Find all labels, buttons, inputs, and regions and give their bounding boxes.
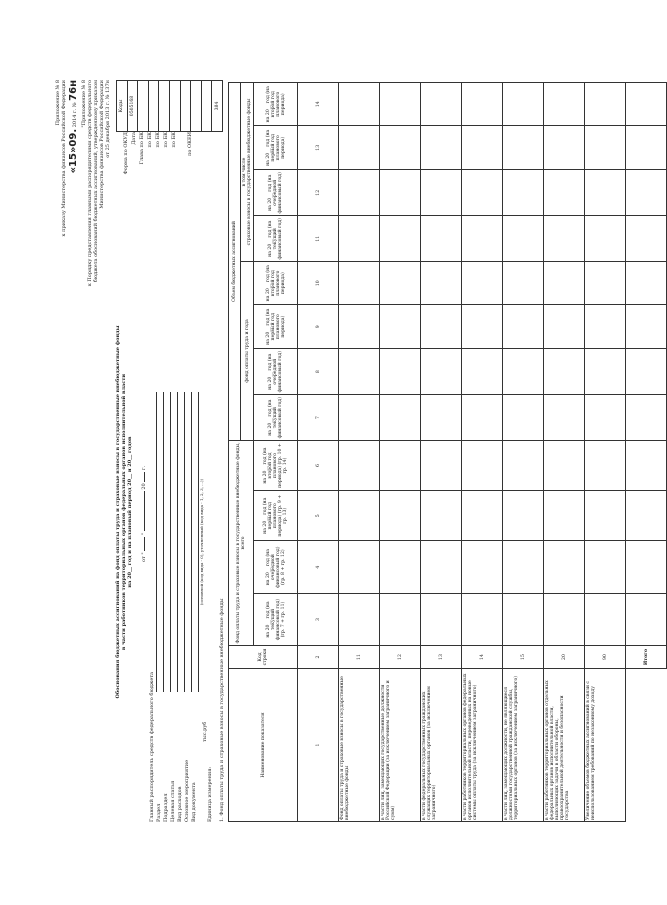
codes-header: Коды	[117, 81, 128, 132]
value-cell[interactable]	[503, 126, 544, 170]
value-cell[interactable]	[380, 395, 421, 441]
value-cell[interactable]	[380, 126, 421, 170]
unit-value: тыс.руб	[202, 721, 208, 742]
col-num: 12	[298, 170, 339, 216]
date-label: Дата	[131, 132, 137, 145]
row-label: в части федеральных государственных гражданских служащих территориальных органов (за исключением заграничного)	[421, 669, 462, 822]
value-cell[interactable]	[421, 491, 462, 541]
document-date-line	[142, 466, 148, 562]
value-cell[interactable]	[585, 216, 626, 262]
date-year: 20	[141, 483, 147, 490]
handwritten-order-date: «15»09.	[68, 128, 79, 174]
value-cell[interactable]	[544, 126, 585, 170]
value-cell[interactable]	[585, 594, 626, 646]
value-cell[interactable]	[380, 83, 421, 126]
h-code: Код строки	[229, 646, 298, 669]
value-cell[interactable]	[503, 262, 544, 305]
col-13: на 20__ год (на первый год планового периода)	[254, 126, 298, 170]
value-cell[interactable]	[544, 216, 585, 262]
bk-label-4: по БК	[171, 132, 177, 148]
value-cell[interactable]	[544, 262, 585, 305]
handwritten-order-number: 76н	[68, 80, 79, 101]
value-cell[interactable]	[462, 126, 503, 170]
h-name: Наименование показателя	[229, 669, 298, 822]
value-cell[interactable]	[462, 395, 503, 441]
value-cell[interactable]	[585, 440, 626, 490]
procedure-ref-3: Министерства финансов Российской Федерации	[99, 80, 105, 209]
field-gr: Главный распорядитель средств федерального бюджета	[149, 671, 155, 822]
value-cell[interactable]	[462, 305, 503, 349]
order-date-line	[68, 80, 80, 173]
field-vd: Вид документа	[191, 782, 197, 822]
col-num: 13	[298, 126, 339, 170]
value-cell[interactable]	[421, 170, 462, 216]
value-cell[interactable]	[503, 440, 544, 490]
value-cell[interactable]	[339, 262, 380, 305]
value-cell[interactable]	[585, 126, 626, 170]
value-cell[interactable]	[585, 262, 626, 305]
col-14: на 20__ год (на второй год планового периода)	[254, 83, 298, 126]
col-num: 4	[298, 541, 339, 594]
value-cell[interactable]	[503, 216, 544, 262]
value-cell[interactable]	[462, 170, 503, 216]
value-cell[interactable]	[585, 395, 626, 441]
col-num: 3	[298, 594, 339, 646]
col-num: 7	[298, 395, 339, 441]
value-cell[interactable]	[462, 262, 503, 305]
codes-table	[116, 80, 223, 132]
table-body	[339, 83, 626, 822]
row-label: в части работников территориальных органов федеральных органов исполнительной власти, переведенных на новые системы оплаты труда (за исключением заграничного)	[462, 669, 503, 822]
glava-label: Глава по БК	[139, 132, 145, 165]
value-cell[interactable]	[421, 262, 462, 305]
date-mid: "	[141, 532, 147, 536]
bk-label-1: по БК	[147, 132, 153, 148]
field-cs: Целевая статья	[170, 780, 176, 822]
col-9: на 20__ год (на первый год планового периода)	[254, 305, 298, 349]
col-num: 10	[298, 262, 339, 305]
row-code: 20	[544, 646, 585, 669]
row-code: 11	[339, 646, 380, 669]
value-cell[interactable]	[421, 440, 462, 490]
bk-code-cell-2	[169, 81, 180, 132]
field-vr: Вид расходов	[177, 786, 183, 822]
value-cell[interactable]	[380, 170, 421, 216]
col-12: на 20__ год (на очередной финансовый год)	[254, 170, 298, 216]
value-cell[interactable]	[339, 349, 380, 395]
bk-code-cell-1	[159, 81, 170, 132]
appendix-label: Приложение № 8	[55, 80, 61, 126]
document-title-line2: в части работников территориальных органов федеральных органов исполнительной власти	[121, 373, 127, 651]
value-cell[interactable]	[421, 216, 462, 262]
table-row	[462, 83, 503, 822]
okei-label: по ОКЕИ	[187, 132, 193, 156]
date-code-cell	[138, 81, 149, 132]
value-cell[interactable]	[380, 541, 421, 594]
col-num: 6	[298, 440, 339, 490]
value-cell[interactable]	[339, 541, 380, 594]
col-10: на 20__ год (на второй год планового периода)	[254, 262, 298, 305]
doc-type-hint: (основной (код вида - 0), уточненный (код вида - 1, 2, 3, ...))	[199, 478, 204, 606]
value-cell[interactable]	[544, 594, 585, 646]
value-cell[interactable]	[503, 541, 544, 594]
value-cell[interactable]	[339, 216, 380, 262]
total-row	[626, 83, 667, 822]
value-cell[interactable]	[544, 491, 585, 541]
table-row	[380, 83, 421, 822]
value-cell[interactable]	[421, 83, 462, 126]
row-code: 13	[421, 646, 462, 669]
value-cell[interactable]	[503, 349, 544, 395]
value-cell[interactable]	[421, 126, 462, 170]
appendix-label-2: "Приложение № 8	[81, 80, 87, 128]
col-num: 5	[298, 491, 339, 541]
h-fot: фонд оплаты труда и года	[241, 262, 254, 441]
col-3: на 20__ год (на текущий финансовый год) (гр. 7 + гр. 11)	[254, 594, 298, 646]
col-num: 1	[298, 669, 339, 822]
table-row	[544, 83, 585, 822]
procedure-ref-2: бюджета обоснований бюджетных ассигнований, утвержденному приказом	[93, 80, 99, 283]
row-label: Фонд оплаты труда и страховые взносы в государственные внебюджетные фонды	[339, 669, 380, 822]
form-okud-label: Форма по ОКУД	[123, 132, 129, 175]
appendix-order-ref: к приказу Министерства финансов Российской Федерации	[61, 80, 67, 237]
field-om: Основное мероприятие	[184, 759, 190, 822]
value-cell[interactable]	[339, 594, 380, 646]
row-label: в части работников территориальных органов отдельных федеральных органов исполнительной власти, выполняющих задачи в области обороны, правоохранительной деятельности и безопасности государства	[544, 669, 585, 822]
value-cell[interactable]	[544, 395, 585, 441]
value-cell[interactable]	[380, 440, 421, 490]
bk-code-cell-4	[191, 81, 202, 132]
value-cell[interactable]	[585, 83, 626, 126]
row-code: 15	[503, 646, 544, 669]
h-ins-text: страховые взносы в государственные внебюджетные фонды	[247, 98, 253, 246]
col-7: на 20__ год (на текущий финансовый год)	[254, 395, 298, 441]
value-cell[interactable]	[544, 83, 585, 126]
col-4: на 20__ год (на очередной финансовый год) (гр. 8 + гр. 12)	[254, 541, 298, 594]
value-cell[interactable]	[503, 594, 544, 646]
h-fot-total: Фонд оплаты труда и страховые взносы в государственные внебюджетные фонды, всего	[229, 440, 254, 645]
col-num: 9	[298, 305, 339, 349]
value-cell[interactable]	[380, 216, 421, 262]
date-prefix: от "	[141, 552, 147, 562]
value-cell[interactable]	[421, 349, 462, 395]
value-cell[interactable]	[544, 170, 585, 216]
form-okud-value: 0505168	[127, 81, 138, 132]
okei-value: 384	[212, 81, 223, 132]
col-6: на 20__ год (на второй год планового периода) (гр. 10 + гр. 14)	[254, 440, 298, 490]
value-cell[interactable]	[339, 126, 380, 170]
value-cell[interactable]	[503, 395, 544, 441]
document-title-line3: на 20__ год и на плановый период 20__ и 20__ годов	[127, 436, 133, 588]
value-cell[interactable]	[380, 305, 421, 349]
value-cell[interactable]	[339, 440, 380, 490]
value-cell[interactable]	[462, 83, 503, 126]
rotated-form-sheet	[50, 72, 649, 832]
col-11: на 20__ год (на текущий финансовый год)	[254, 216, 298, 262]
h-volume: Объем бюджетных ассигнований	[229, 83, 241, 441]
doc-code-cell	[201, 81, 212, 132]
table-row	[339, 83, 380, 822]
procedure-ref-1: к Порядку представления главными распорядителями средств федерального	[87, 80, 93, 287]
table-row	[585, 83, 626, 822]
field-podrazdel: Подраздел	[163, 793, 169, 822]
col-num: 11	[298, 216, 339, 262]
date-suffix: г.	[141, 465, 147, 471]
main-table	[228, 82, 667, 822]
value-cell[interactable]	[585, 491, 626, 541]
value-cell[interactable]	[462, 491, 503, 541]
value-cell[interactable]	[503, 305, 544, 349]
value-cell[interactable]	[421, 305, 462, 349]
order-year: 2014 г. №	[72, 102, 78, 128]
value-cell[interactable]	[339, 491, 380, 541]
col-5: на 20__ год (на первый год планового периода) (гр. 9 + гр. 13)	[254, 491, 298, 541]
column-numbers-row	[298, 83, 339, 822]
value-cell[interactable]	[503, 170, 544, 216]
value-cell[interactable]	[544, 349, 585, 395]
value-cell[interactable]	[339, 83, 380, 126]
value-cell[interactable]	[462, 440, 503, 490]
glava-code-cell	[148, 81, 159, 132]
value-cell[interactable]	[503, 491, 544, 541]
value-cell[interactable]	[544, 305, 585, 349]
bk-label-2: по БК	[155, 132, 161, 148]
value-cell[interactable]	[585, 170, 626, 216]
table-row	[503, 83, 544, 822]
document-title-line1: Обоснования бюджетных ассигнований на фонд оплаты труда и страховые взносы в государственные внебюджетные фонды	[115, 325, 121, 699]
value-cell[interactable]	[380, 594, 421, 646]
row-code: 14	[462, 646, 503, 669]
col-num: 2	[298, 646, 339, 669]
col-num: 8	[298, 349, 339, 395]
total-label: Итого	[626, 646, 667, 669]
value-cell[interactable]	[339, 305, 380, 349]
value-cell[interactable]	[585, 349, 626, 395]
value-cell[interactable]	[339, 395, 380, 441]
unit-label: Единица измерения:	[207, 766, 213, 822]
value-cell[interactable]	[503, 83, 544, 126]
value-cell[interactable]	[462, 349, 503, 395]
value-cell[interactable]	[380, 491, 421, 541]
value-cell[interactable]	[421, 395, 462, 441]
value-cell[interactable]	[462, 216, 503, 262]
col-num: 14	[298, 83, 339, 126]
value-cell[interactable]	[380, 262, 421, 305]
value-cell[interactable]	[421, 541, 462, 594]
procedure-ref-4: от 25 декабря 2013 г. № 137н	[105, 80, 111, 158]
value-cell[interactable]	[585, 305, 626, 349]
section-title: 1. Фонд оплаты труда и страховые взносы в государственные внебюджетные фонды	[219, 598, 225, 822]
bk-label-3: по БК	[163, 132, 169, 148]
value-cell[interactable]	[544, 541, 585, 594]
value-cell[interactable]	[339, 170, 380, 216]
value-cell[interactable]	[421, 594, 462, 646]
h-incl: в том числе	[242, 157, 247, 187]
col-8: на 20__ год (на очередной финансовый год)	[254, 349, 298, 395]
value-cell[interactable]	[462, 541, 503, 594]
value-cell[interactable]	[380, 349, 421, 395]
h-ins	[241, 83, 254, 262]
row-code: 12	[380, 646, 421, 669]
row-label: в части лиц, замещающих должности, не являющиеся должностями государственной гражданской службы, территориальных органов (за исключением заграничного)	[503, 669, 544, 822]
table-row	[421, 83, 462, 822]
row-label: в части лиц, замещающих государственные должности Российской Федерации (за исключением заграничного и сумм)	[380, 669, 421, 822]
field-razdel: Раздел	[156, 803, 162, 822]
value-cell[interactable]	[462, 594, 503, 646]
row-code: 90	[585, 646, 626, 669]
bk-code-cell-3	[180, 81, 191, 132]
value-cell[interactable]	[544, 440, 585, 490]
row-label: Увеличение объемов бюджетных ассигнований в связи с неиспользованием требований по незаконному доходу	[585, 669, 626, 822]
value-cell[interactable]	[585, 541, 626, 594]
